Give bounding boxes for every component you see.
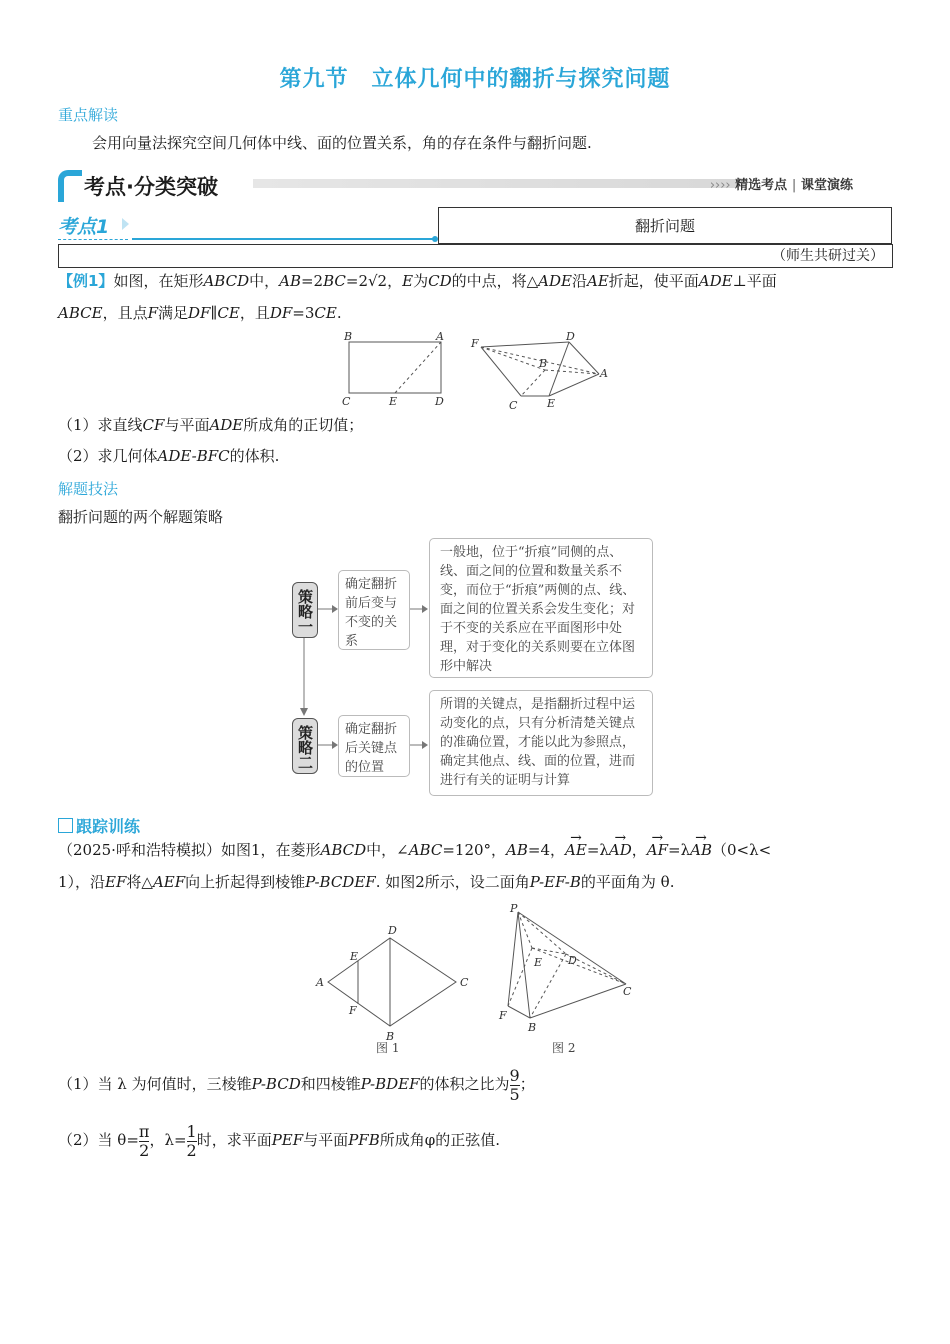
strategy-2-middle: 确定翻折后关键点的位置 — [338, 715, 410, 777]
example-q1: （1）求直线CF与平面ADE所成角的正切值； — [58, 416, 364, 434]
practice-label: 跟踪训练 — [58, 814, 140, 837]
svg-text:E: E — [389, 395, 398, 408]
svg-text:C: C — [623, 985, 632, 998]
kaodian-arrow-icon — [122, 218, 129, 230]
rectangle-figure — [349, 342, 441, 393]
key-points-label: 重点解读 — [58, 106, 119, 124]
strategy-flowchart — [290, 538, 660, 800]
svg-text:D: D — [568, 954, 577, 967]
svg-text:C: C — [460, 976, 469, 989]
example-line-2: ABCE，且点F满足DF∥CE，且DF=3CE. — [58, 304, 342, 322]
method-heading: 翻折问题的两个解题策略 — [58, 508, 224, 526]
svg-text:F: F — [499, 1009, 507, 1022]
rhombus-figure — [328, 938, 456, 1026]
svg-text:B: B — [539, 357, 548, 370]
method-label: 解题技法 — [58, 480, 119, 498]
practice-line-2: 1），沿EF将△AEF向上折起得到棱锥P-BCDEF. 如图2所示，设二面角P-EF-B的平面角为 θ. — [58, 873, 675, 891]
fraction-1-2: $\frac{1}{2}$ — [186, 1121, 197, 1160]
vector-ae: → AE — [565, 834, 587, 866]
svg-text:D: D — [566, 330, 575, 343]
fig-2-caption: 图 2 — [552, 1041, 576, 1055]
strategy-2-label: 策略二 — [292, 718, 318, 774]
strategy-1-middle: 确定翻折前后变与不变的关系 — [338, 570, 410, 650]
svg-text:A: A — [436, 330, 444, 343]
pyramid-figure — [508, 912, 626, 1018]
banner-right: ›››› 精选考点 | 课堂演练 — [709, 178, 853, 193]
vector-ab: → AB — [690, 834, 712, 866]
example-q2: （2）求几何体ADE-BFC的体积. — [58, 447, 280, 465]
section-banner — [58, 168, 893, 204]
page-title: 第九节 立体几何中的翻折与探究问题 — [279, 67, 671, 92]
kaodian-dash — [58, 239, 128, 240]
rhombus-pyramid-figure — [310, 900, 650, 1060]
kaodian-sub: （师生共研过关） — [58, 244, 893, 268]
strategy-2-detail: 所谓的关键点，是指翻折过程中运动变化的点，只有分析清楚关键点的准确位置，才能以此为参照点，确定其他点、线、面的位置，进而进行有关的证明与计算 — [429, 690, 653, 796]
svg-text:A: A — [600, 367, 608, 380]
checkbox-icon — [58, 818, 73, 833]
svg-text:F: F — [349, 1004, 357, 1017]
svg-text:C: C — [342, 395, 351, 408]
fraction-9-5: $\frac{9}{5}$ — [509, 1065, 520, 1104]
svg-text:B: B — [386, 1030, 395, 1043]
banner-title — [58, 168, 248, 202]
fold-figure — [335, 330, 625, 416]
practice-line-1: （2025·呼和浩特模拟）如图1，在菱形ABCD中，∠ABC=120°，AB=4，→ AE=λ→ AD，→ AF=λ→ AB（0<λ< — [58, 834, 771, 866]
example-line-1: 【例1】如图，在矩形ABCD中，AB=2BC=2√2，E为CD的中点，将△ADE沿AE折起，使平面ADE⊥平面 — [58, 272, 777, 290]
svg-text:F: F — [471, 337, 479, 350]
strategy-1-detail: 一般地，位于“折痕”同侧的点、线、面之间的位置和数量关系不变，而位于“折痕”两侧的点、线、面之间的位置关系会发生变化；对于不变的关系应在平面图形中处理，对于变化的关系则要在立体图形中解决 — [429, 538, 653, 678]
banner-right-b: 课堂演练 — [800, 178, 853, 193]
svg-text:E: E — [547, 397, 556, 410]
example-tag: 【例1】 — [58, 272, 114, 290]
svg-text:D: D — [388, 924, 397, 937]
svg-text:B: B — [344, 330, 353, 343]
practice-q1: （1）当 λ 为何值时，三棱锥P-BCD和四棱锥P-BDEF的体积之比为 $\frac{9}{5}$ ； — [58, 1065, 535, 1104]
svg-text:D: D — [435, 395, 444, 408]
svg-text:B: B — [528, 1021, 537, 1034]
banner-arrows-icon: ›››› — [709, 178, 731, 193]
banner-band — [253, 179, 738, 188]
svg-text:A: A — [316, 976, 324, 989]
practice-q2: （2）当 θ= $\frac{\pi}{2}$ ，λ= $\frac{1}{2}$ 时，求平面PEF与平面PFB所成角φ的正弦值. — [58, 1121, 500, 1160]
kaodian-topic: 翻折问题 — [438, 207, 892, 244]
svg-text:C: C — [509, 399, 518, 412]
vector-af: → AF — [647, 834, 668, 866]
key-points-text: 会用向量法探究空间几何体中线、面的位置关系，角的存在条件与翻折问题. — [92, 134, 592, 152]
strategy-1-label: 策略一 — [292, 582, 318, 638]
svg-text:P: P — [510, 902, 518, 915]
banner-title-text: 考点·分类突破 — [84, 175, 218, 199]
fig-1-caption: 图 1 — [376, 1041, 400, 1055]
fraction-pi-2: $\frac{\pi}{2}$ — [138, 1121, 150, 1160]
banner-right-a: 精选考点 — [735, 178, 788, 193]
kaodian-tag: 考点1 — [58, 216, 110, 238]
svg-text:E: E — [534, 956, 543, 969]
kaodian-line — [132, 238, 436, 240]
vector-ad: → AD — [609, 834, 632, 866]
svg-text:E: E — [350, 950, 359, 963]
